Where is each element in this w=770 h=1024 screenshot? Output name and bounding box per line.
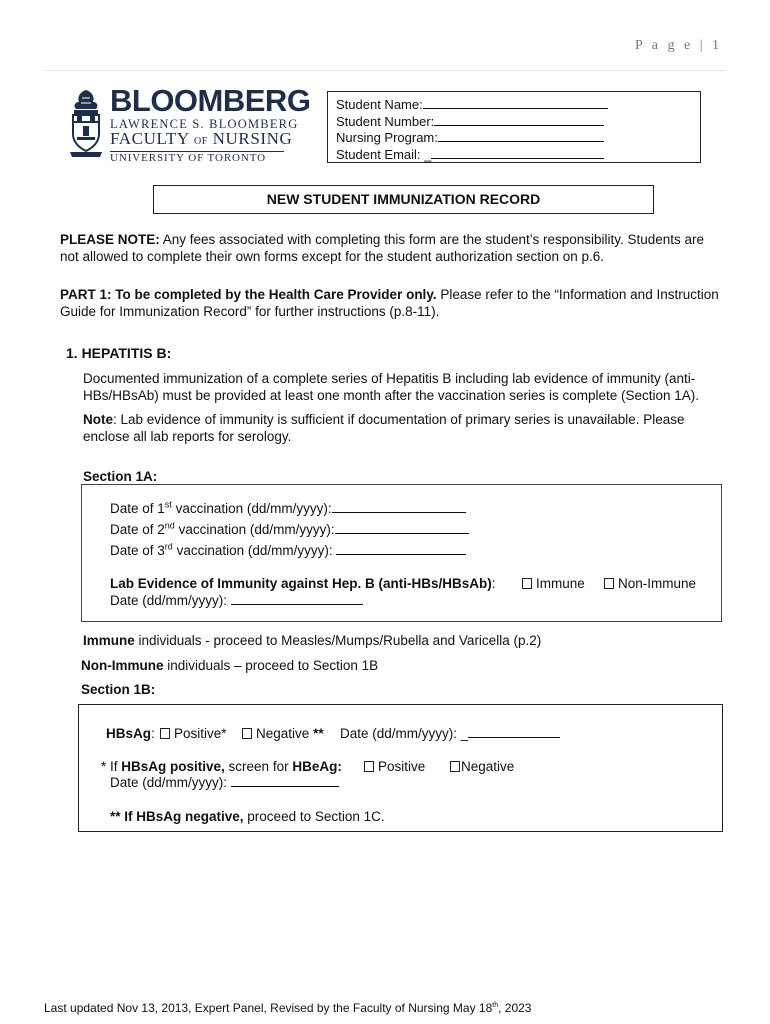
nursing-program-field[interactable]: [438, 130, 604, 142]
hbeag-date-field[interactable]: [231, 775, 339, 787]
lab-evidence-label: Lab Evidence of Immunity against Hep. B (anti-HBs/HBsAb): [110, 576, 492, 591]
header-rule: [44, 70, 726, 71]
footer-revision-note: Last updated Nov 13, 2013, Expert Panel, Revised by the Faculty of Nursing May 18th, 2023: [44, 1001, 532, 1015]
fees-note-text: Any fees associated with completing this form are the student’s responsibility. Students are not allowed to complete their own forms except for the student authorization section on p.6.: [60, 232, 705, 264]
hbsag-negative-instruction: ** If HBsAg negative, proceed to Section 1C.: [110, 809, 385, 824]
student-name-field[interactable]: [423, 97, 608, 109]
non-immune-instruction: Non-Immune individuals – proceed to Section 1B: [81, 658, 379, 673]
section-1a-label: Section 1A:: [83, 469, 158, 484]
immune-instruction: Immune individuals - proceed to Measles/Mumps/Rubella and Varicella (p.2): [83, 633, 542, 648]
part1-label: PART 1: To be completed by the Health Care Provider only.: [60, 287, 437, 302]
first-vaccination-date-field[interactable]: [332, 501, 466, 513]
page-number: P a g e | 1: [635, 38, 722, 53]
student-number-label: Student Number:: [336, 113, 435, 129]
student-name-row: [336, 97, 700, 114]
fees-note-label: PLEASE NOTE:: [60, 232, 160, 247]
hbsag-negative-option[interactable]: Negative **: [242, 725, 324, 742]
fees-note: [60, 231, 726, 265]
logo-line-2: LAWRENCE S. BLOOMBERG: [110, 117, 299, 131]
university-crest-icon: [68, 88, 104, 158]
hbeag-negative-checkbox[interactable]: [450, 761, 460, 772]
hbsag-negative-checkbox[interactable]: [242, 728, 252, 739]
second-vaccination-date-field[interactable]: [335, 522, 469, 534]
hbsag-date-row: Date (dd/mm/yyyy): _: [340, 725, 560, 742]
hbeag-negative-option[interactable]: Negative: [450, 758, 514, 775]
hepatitis-b-description: Documented immunization of a complete series of Hepatitis B including lab evidence of immunity (anti-HBs/HBsAb) must be provided at least one month after the vaccination series is complete (Section 1A).: [83, 371, 700, 403]
hbeag-screen-row: * If HBsAg positive, screen for HBeAg:: [101, 759, 342, 774]
student-email-row: [336, 147, 700, 164]
student-email-field[interactable]: [431, 147, 604, 159]
hbeag-date-row: Date (dd/mm/yyyy):: [110, 774, 339, 791]
logo-line-4: UNIVERSITY OF TORONTO: [110, 152, 267, 164]
hepatitis-b-note: [83, 411, 723, 445]
second-vaccination-row: Date of 2nd vaccination (dd/mm/yyyy):: [110, 521, 469, 538]
hepatitis-b-heading: 1. HEPATITIS B:: [66, 345, 172, 361]
hbeag-positive-checkbox[interactable]: [364, 761, 374, 772]
non-immune-checkbox[interactable]: [604, 578, 614, 589]
student-name-label: Student Name:: [336, 97, 423, 112]
student-email-label: Student Email: _: [336, 146, 432, 162]
logo-line-3: FACULTY OF NURSING: [110, 129, 293, 148]
nursing-program-label: Nursing Program:: [336, 130, 438, 145]
hbeag-positive-option[interactable]: Positive: [364, 758, 425, 775]
non-immune-option[interactable]: Non-Immune: [604, 575, 696, 592]
form-title: NEW STUDENT IMMUNIZATION RECORD: [153, 185, 654, 214]
faculty-logo: [110, 83, 311, 164]
student-number-field[interactable]: [434, 114, 604, 126]
nursing-program-row: [336, 130, 700, 147]
part1-instructions: [60, 286, 726, 320]
section-1b-label: Section 1B:: [81, 682, 156, 697]
immune-option[interactable]: Immune: [522, 575, 585, 592]
third-vaccination-date-field[interactable]: [336, 543, 466, 555]
lab-evidence-row: Lab Evidence of Immunity against Hep. B (anti-HBs/HBsAb):: [110, 576, 496, 591]
hbsag-date-field[interactable]: [468, 726, 560, 738]
hepatitis-b-note-text: : Lab evidence of immunity is sufficient if documentation of primary series is unavailable. Please enclose all lab reports for serology.: [83, 412, 685, 444]
part1-text: Please refer to the “Information and Instruction Guide for Immunization Record” for further instructions (p.8-11).: [60, 287, 719, 319]
student-number-row: [336, 114, 700, 131]
lab-date-field[interactable]: [231, 593, 363, 605]
hbsag-positive-checkbox[interactable]: [160, 728, 170, 739]
hepatitis-b-note-label: Note: [83, 412, 113, 427]
immune-checkbox[interactable]: [522, 578, 532, 589]
hbsag-positive-option[interactable]: Positive*: [160, 725, 227, 742]
third-vaccination-row: Date of 3rd vaccination (dd/mm/yyyy):: [110, 542, 466, 559]
student-info-box: [327, 91, 701, 163]
lab-date-row: Date (dd/mm/yyyy):: [110, 592, 363, 609]
hbsag-row: HBsAg:: [106, 726, 155, 741]
first-vaccination-row: Date of 1st vaccination (dd/mm/yyyy):: [110, 500, 466, 517]
logo-wordmark: BLOOMBERG: [110, 83, 311, 118]
